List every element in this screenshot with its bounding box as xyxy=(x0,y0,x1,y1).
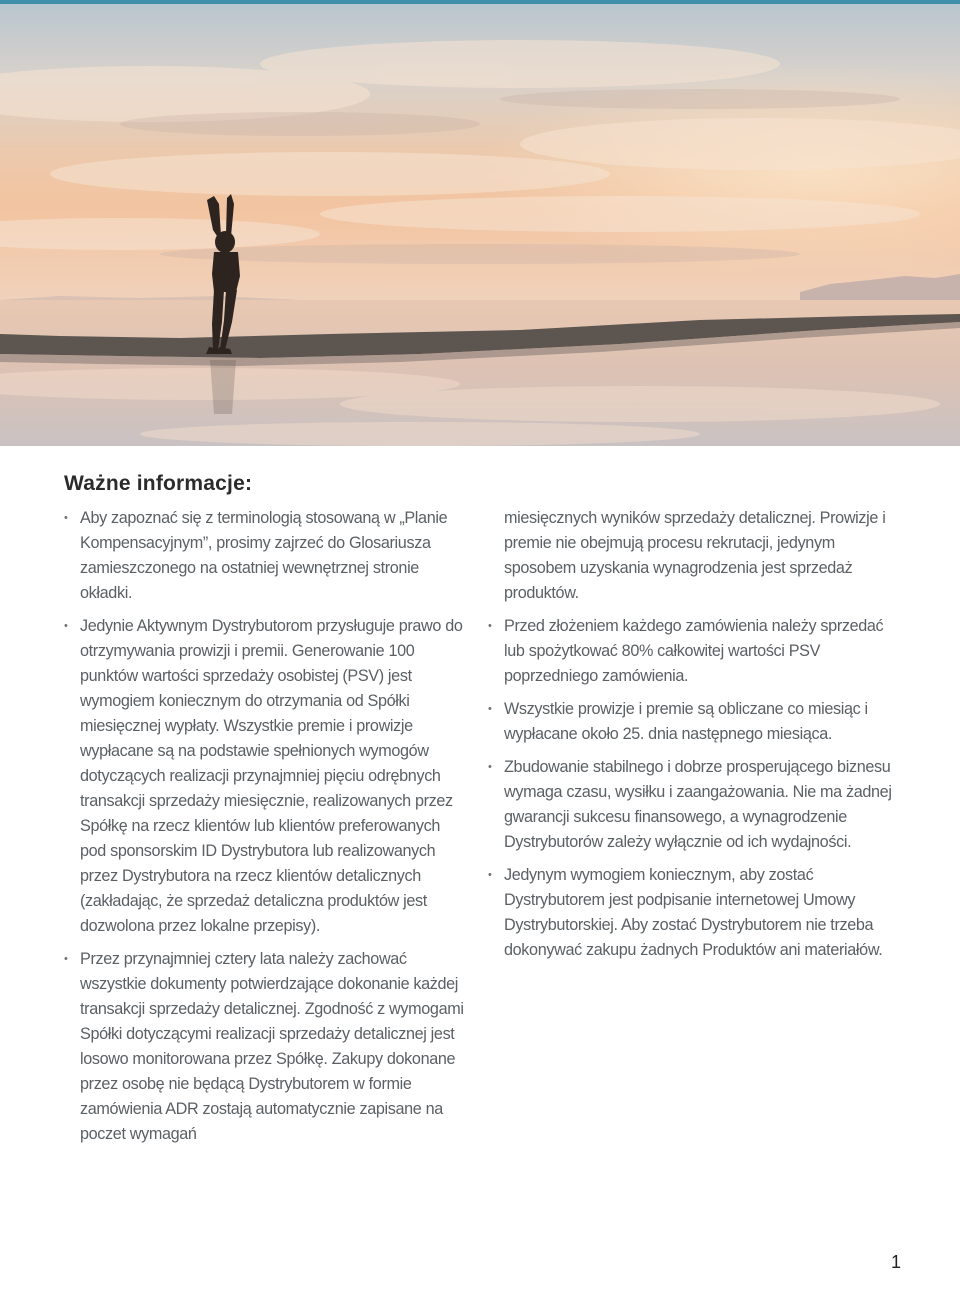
list-item xyxy=(64,506,464,606)
bullet-icon: • xyxy=(488,869,492,881)
list-item xyxy=(488,614,892,689)
bullet-icon: • xyxy=(64,620,68,632)
section-heading: Ważne informacje: xyxy=(64,472,253,495)
bullet-icon: • xyxy=(488,761,492,773)
list-item-text: Zbudowanie stabilnego i dobrze prosperującego biznesu wymaga czasu, wysiłku i zaangażowania. Nie ma żadnej gwarancji sukcesu finansowego, a wynagrodzenie Dystrybutorów zależy wyłącznie od ich wydajności. xyxy=(504,758,892,851)
bullet-list-right xyxy=(488,614,892,963)
list-item xyxy=(488,697,892,747)
bullet-icon: • xyxy=(64,512,68,524)
list-item xyxy=(488,755,892,855)
left-text-column xyxy=(64,506,464,1155)
list-item-text: Jedynym wymogiem koniecznym, aby zostać Dystrybutorem jest podpisanie internetowej Umowy Dystrybutorskiej. Aby zostać Dystrybutorem nie trzeba dokonywać zakupu żadnych Produktów ani materiałów. xyxy=(504,866,883,959)
list-item xyxy=(488,863,892,963)
page-number: 1 xyxy=(890,1252,901,1272)
list-item-text: Przez przynajmniej cztery lata należy zachować wszystkie dokumenty potwierdzające dokonanie każdej transakcji sprzedaży detalicznej. Zgodność z wymogami Spółki dotyczącymi realizacji sprzedaży detalicznej jest losowo monitorowana przez Spółkę. Zakupy dokonane przez osobę nie będącą Dystrybutorem w formie zamówienia ADR zostają automatycznie zapisane na poczet wymagań xyxy=(80,950,464,1143)
list-item xyxy=(64,947,464,1147)
list-item-text: Aby zapoznać się z terminologią stosowaną w „Planie Kompensacyjnym”, prosimy zajrzeć do Glosariusza zamieszczonego na ostatniej wewnętrznej stronie okładki. xyxy=(80,509,448,602)
list-item-text: Przed złożeniem każdego zamówienia należy sprzedać lub spożytkować 80% całkowitej wartości PSV poprzedniego zamówienia. xyxy=(504,617,884,685)
list-item-text: Wszystkie prowizje i premie są obliczane co miesiąc i wypłacane około 25. dnia następnego miesiąca. xyxy=(504,700,868,743)
bullet-list-left xyxy=(64,506,464,1147)
continuation-text: miesięcznych wyników sprzedaży detalicznej. Prowizje i premie nie obejmują procesu rekrutacji, jedynym sposobem uzyskania wynagrodzenia jest sprzedaż produktów. xyxy=(504,509,886,602)
bullet-icon: • xyxy=(488,703,492,715)
right-text-column xyxy=(488,506,892,971)
list-item-text: Jedynie Aktywnym Dystrybutorom przysługuje prawo do otrzymywania prowizji i premii. Generowanie 100 punktów wartości sprzedaży osobistej (PSV) jest wymogiem koniecznym do otrzymania od Spółki miesięcznej wypłaty. Wszystkie premie i prowizje wypłacane są na podstawie spełnionych wymogów dotyczących realizacji przynajmniej pięciu odrębnych transakcji sprzedaży miesięcznie, realizowanych przez Spółkę na rzecz klientów lub klientów preferowanych pod sponsorskim ID Dystrybutora lub realizowanych przez Dystrybutora na rzecz klientów detalicznych (zakładając, że sprzedaż detaliczna produktów jest dozwolona przez lokalne przepisy). xyxy=(80,617,463,935)
bullet-icon: • xyxy=(488,620,492,632)
list-item xyxy=(64,614,464,939)
bullet-icon: • xyxy=(64,953,68,965)
header-photo-woman-stretching-at-sea xyxy=(0,4,960,446)
